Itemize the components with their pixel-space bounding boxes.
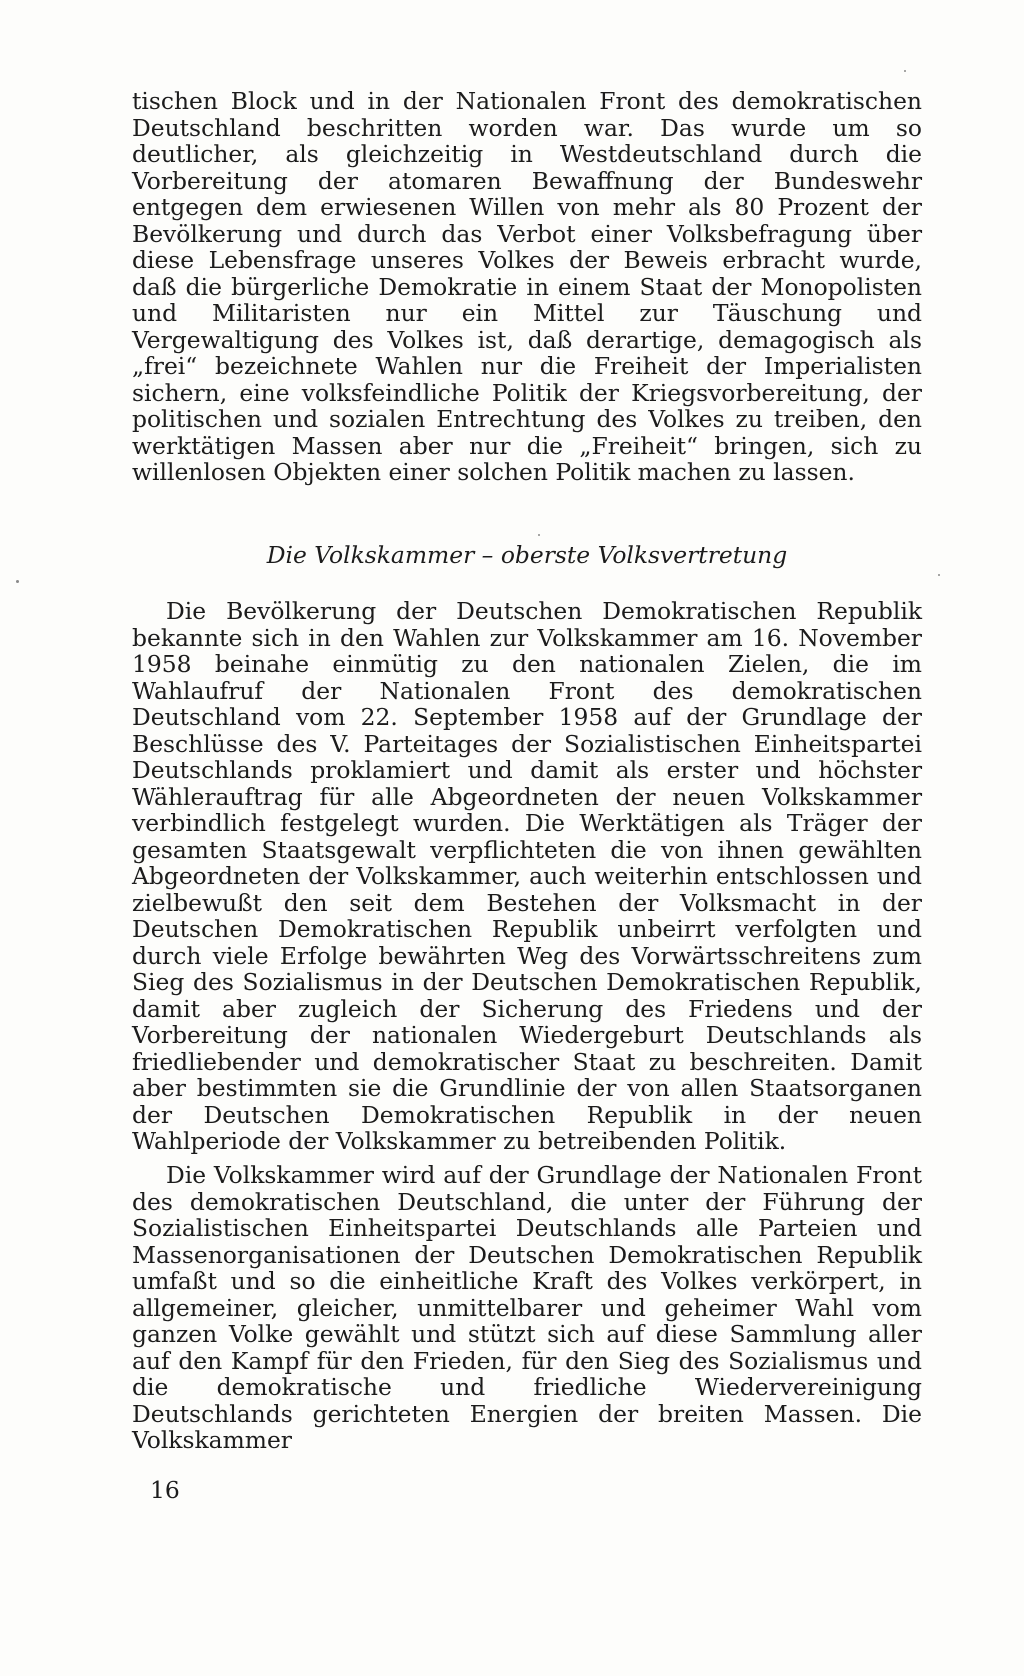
- page-number: 16: [150, 1476, 180, 1504]
- paragraph-elections: Die Bevölkerung der Deutschen Demokratischen Republik bekannte sich in den Wahlen zur Volkskammer am 16. November 1958 beinahe einmütig zu den nationalen Zielen, die im Wahlaufruf der Nationalen Front des demokratischen Deutschland vom 22. September 1958 auf der Grundlage der Beschlüsse des V. Parteitages der Sozialistischen Einheitspartei Deutschlands proklamiert und damit als erster und höchster Wählerauftrag für alle Abgeordneten der neuen Volkskammer verbindlich festgelegt wurden. Die Werktätigen als Träger der gesamten Staatsgewalt verpflichteten die von ihnen gewählten Abgeordneten der Volkskammer, auch weiterhin entschlossen und zielbewußt den seit dem Bestehen der Volksmacht in der Deutschen Demokratischen Republik unbeirrt verfolgten und durch viele Erfolge bewährten Weg des Vorwärtsschreitens zum Sieg des Sozialismus in der Deutschen Demokratischen Republik, damit aber zugleich der Sicherung des Friedens und der Vorbereitung der nationalen Wiedergeburt Deutschlands als friedliebender und demokratischer Staat zu beschreiten. Damit aber bestimmten sie die Grundlinie der von allen Staatsorganen der Deutschen Demokratischen Republik in der neuen Wahlperiode der Volkskammer zu betreibenden Politik.: [132, 597, 922, 1155]
- paragraph-volkskammer: Die Volkskammer wird auf der Grundlage der Nationalen Front des demokratischen Deutschland, die unter der Führung der Sozialistischen Einheitspartei Deutschlands alle Parteien und Massenorganisationen der Deutschen Demokratischen Republik umfaßt und so die einheitliche Kraft des Volkes verkörpert, in allgemeiner, gleicher, unmittelbarer und geheimer Wahl vom ganzen Volke gewählt und stützt sich auf diese Sammlung aller auf den Kampf für den Frieden, für den Sieg des Sozialismus und die demokratische und friedliche Wiedervereinigung Deutschlands gerichteten Energien der breiten Massen. Die Volkskammer: [132, 1161, 922, 1454]
- paper-speck: [904, 70, 906, 72]
- paragraph-continuation: tischen Block und in der Nationalen Front des demokratischen Deutschland beschritten worden war. Das wurde um so deutlicher, als gleichzeitig in Westdeutschland durch die Vorbereitung der atomaren Bewaffnung der Bundeswehr entgegen dem erwiesenen Willen von mehr als 80 Prozent der Bevölkerung und durch das Verbot einer Volksbefragung über diese Lebensfrage unseres Volkes der Beweis erbracht wurde, daß die bürgerliche Demokratie in einem Staat der Monopolisten und Militaristen nur ein Mittel zur Täuschung und Vergewaltigung des Volkes ist, daß derartige, demagogisch als „frei“ bezeichnete Wahlen nur die Freiheit der Imperialisten sichern, eine volksfeindliche Politik der Kriegsvorbereitung, der politischen und sozialen Entrechtung des Volkes zu treiben, den werktätigen Massen aber nur die „Freiheit“ bringen, sich zu willenlosen Objekten einer solchen Politik machen zu lassen.: [132, 87, 922, 486]
- paper-speck: [16, 580, 19, 583]
- section-heading: Die Volkskammer – oberste Volksvertretung: [266, 541, 788, 569]
- paper-speck: [538, 534, 540, 536]
- paper-speck: [938, 574, 940, 576]
